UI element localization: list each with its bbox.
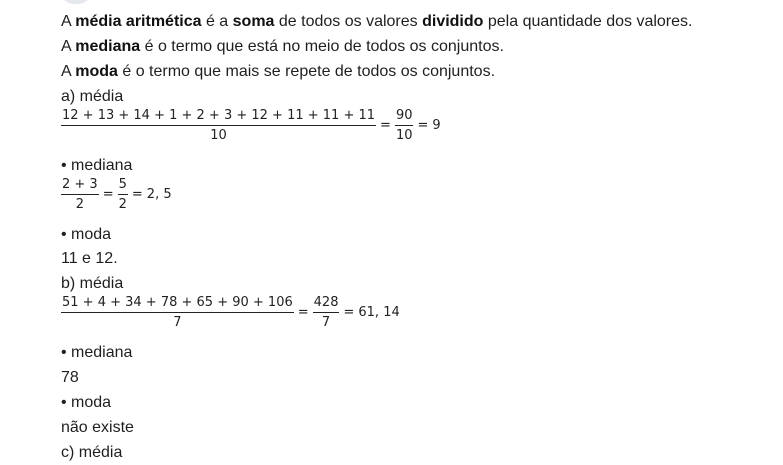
denominator: 7 <box>173 315 182 330</box>
fraction <box>313 295 340 330</box>
item-a-mediana-label: • mediana <box>61 156 132 176</box>
definition-moda: A moda é o termo que mais se repete de todos os conjuntos. <box>61 63 496 80</box>
equals-sign: = <box>102 187 114 202</box>
fraction <box>395 108 414 143</box>
denominator: 10 <box>210 128 227 143</box>
definition-mediana: A mediana é o termo que está no meio de todos os conjuntos. <box>61 38 504 55</box>
numerator: 90 <box>395 108 414 126</box>
fraction <box>118 177 128 212</box>
item-b-label: b) média <box>61 275 124 292</box>
item-b-moda-value: não existe <box>61 419 134 436</box>
denominator: 7 <box>321 315 331 330</box>
result: 2, 5 <box>146 187 172 202</box>
definition-media: A média aritmética é a soma de todos os valores dividido pela quantidade dos valores. <box>61 13 693 30</box>
equals-sign: = <box>343 305 355 320</box>
equals-sign: = <box>297 305 309 320</box>
numerator: 5 <box>118 177 128 195</box>
item-b-moda-label: • moda <box>61 393 111 413</box>
numerator: 12 + 13 + 14 + 1 + 2 + 3 + 12 + 11 + 11 + 11 <box>61 108 376 126</box>
denominator: 10 <box>395 128 413 143</box>
item-a-label: a) média <box>61 88 124 105</box>
item-a-moda-value: 11 e 12. <box>61 250 118 267</box>
item-b-mediana-value: 78 <box>61 369 79 386</box>
denominator: 2 <box>75 197 84 212</box>
fraction <box>61 177 99 212</box>
numerator: 2 + 3 <box>61 177 99 195</box>
item-a-media-formula <box>61 108 441 143</box>
avatar-decoration <box>62 0 90 4</box>
result: 61, 14 <box>358 305 400 320</box>
result: 9 <box>432 118 441 133</box>
equals-sign: = <box>131 187 143 202</box>
item-a-mediana-formula <box>61 177 172 212</box>
numerator: 51 + 4 + 34 + 78 + 65 + 90 + 106 <box>61 295 294 313</box>
numerator: 428 <box>313 295 340 313</box>
item-b-mediana-label: • mediana <box>61 343 132 363</box>
item-a-moda-label: • moda <box>61 225 111 245</box>
item-c-label: c) média <box>61 444 123 461</box>
equals-sign: = <box>380 118 391 133</box>
item-b-media-formula <box>61 295 400 330</box>
fraction <box>61 108 376 143</box>
equals-sign: = <box>417 118 429 133</box>
fraction <box>61 295 294 330</box>
denominator: 2 <box>118 197 127 212</box>
